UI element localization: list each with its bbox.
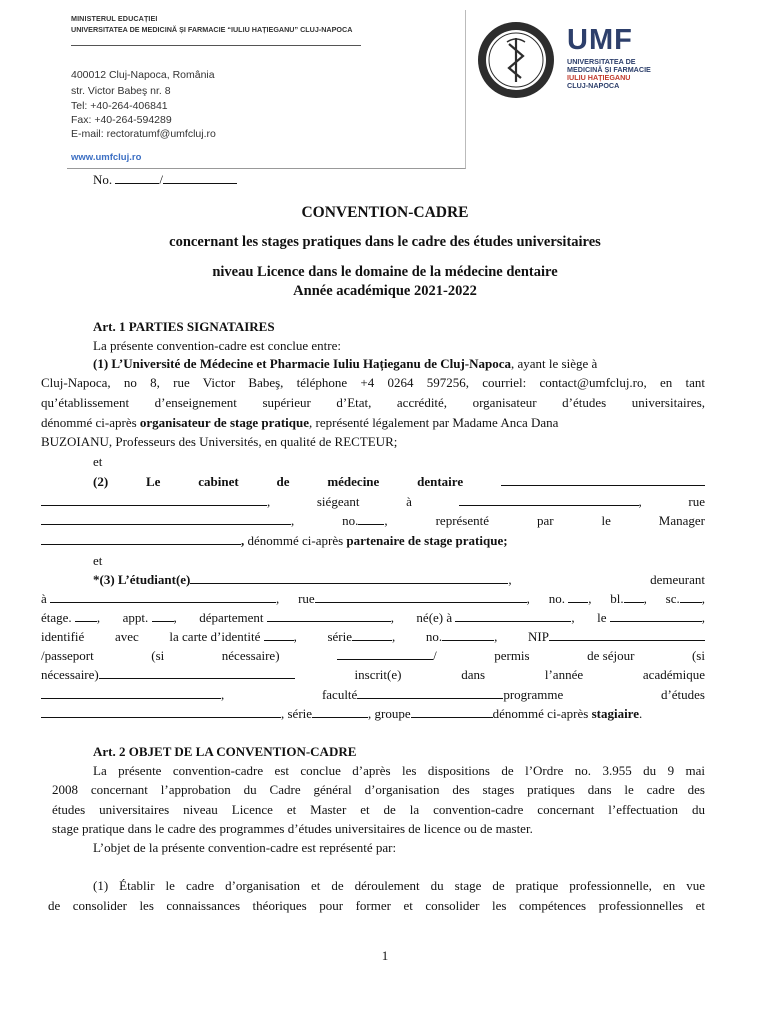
street-number-blank[interactable] (358, 513, 384, 525)
email-line: E-mail: rectoratumf@umfcluj.ro (71, 128, 216, 140)
art2-line-5: L’objet de la présente convention-cadre est représenté par: (93, 840, 397, 855)
party1-line-5: BUZOIANU, Professeurs des Universités, en qualité de RECTEUR; (41, 434, 398, 449)
bl-text: bl. (610, 591, 624, 606)
faculty-blank[interactable] (357, 687, 503, 699)
ne-text: né(e) à (416, 610, 453, 625)
university-name: UNIVERSITATEA DE MEDICINĂ ȘI FARMACIE “IULIU HAȚIEGANU” CLUJ-NAPOCA (71, 25, 353, 34)
siegeant-text: siégeant (316, 494, 360, 509)
no-text: no. (548, 591, 565, 606)
ministry-name: MINISTERUL EDUCAȚIEI (71, 14, 158, 23)
art2-item1-line-2: de consolider les connaissances théoriques pour former et consolider les compétences professionnelles et (48, 898, 705, 913)
serie-text: série (287, 706, 313, 721)
logo-subtitle-2: MEDICINĂ ȘI FARMACIE (567, 65, 651, 74)
party1-line-2: Cluj-Napoca, no 8, rue Victor Babeş, téléphone +4 0264 597256, courriel: contact@umfcluj.ro, en tant (41, 375, 705, 390)
party3-line-5: /passeport (si nécessaire) / permis de séjour (si (41, 648, 705, 663)
departement-text: département (199, 610, 264, 625)
stagiaire-label: stagiaire (591, 706, 639, 721)
annee-text: l’année (544, 667, 584, 682)
document-number: No. / (93, 172, 237, 187)
party2-denomme: dénommé ci-après (247, 533, 344, 548)
id-card-blank[interactable] (264, 629, 294, 641)
party3-line-4: identifié avec la carte d’identité , série , no. , NIP (41, 629, 705, 644)
party1-line-3: qu’établissement d’enseignement supérieur d’Etat, accrédité, organisateur d’études universitaires, (41, 395, 705, 410)
logo-subtitle-1: UNIVERSITATEA DE (567, 57, 636, 66)
art1-heading: Art. 1 PARTIES SIGNATAIRES (93, 319, 275, 334)
party2-number: (2) (93, 474, 109, 489)
residence-permit-blank[interactable] (99, 667, 295, 679)
group-blank[interactable] (411, 706, 493, 718)
represente-text: représenté (435, 513, 490, 528)
si-text: (si (151, 648, 165, 663)
par-text: par (536, 513, 554, 528)
art2-line-3: études universitaires niveau Licence et Master et de la convention-cadre concernant l’effectuation du (52, 802, 705, 817)
party1-line-4 (41, 415, 705, 430)
a-text: à (41, 591, 47, 606)
party1-name: (1) L’Université de Médecine et Pharmacie Iuliu Hațieganu de Cluj-Napoca (93, 356, 511, 371)
academic-year-blank[interactable] (41, 687, 221, 699)
party2-word: dentaire (417, 474, 464, 489)
block-blank[interactable] (624, 591, 644, 603)
party2-word: Le (145, 474, 161, 489)
party1-denomme: dénommé ci-après (41, 415, 137, 430)
document-subtitle-3: Année académique 2021-2022 (293, 283, 477, 299)
logo-subtitle-3: IULIU HAȚIEGANU (567, 73, 631, 82)
appt-text: appt. (122, 610, 149, 625)
party3-denomme: dénommé ci-après (492, 706, 589, 721)
party2-word: cabinet (198, 474, 239, 489)
website-link[interactable]: www.umfcluj.ro (71, 152, 142, 163)
academique-text: académique (642, 667, 705, 682)
party2-line-4: , dénommé ci-après partenaire de stage pratique; (41, 533, 508, 548)
document-title: CONVENTION-CADRE (301, 204, 469, 221)
birthplace-blank[interactable] (455, 610, 571, 622)
logo-subtitle-4: CLUJ-NAPOCA (567, 81, 620, 90)
party3-line-6 (41, 667, 705, 682)
address-line-2: str. Victor Babeş nr. 8 (71, 85, 171, 97)
party3-line-8: , série , groupe dénommé ci-après stagiaire. (41, 706, 642, 721)
etage-text: étage. (41, 610, 72, 625)
necessaire-text: nécessaire) (41, 667, 99, 682)
demeurant-text: demeurant (650, 572, 705, 587)
art2-heading: Art. 2 OBJET DE LA CONVENTION-CADRE (93, 744, 357, 759)
a-text: à (406, 494, 412, 509)
organizer-label: organisateur de stage pratique (139, 415, 310, 430)
party1-seat-text: , ayant le siège à (511, 356, 598, 371)
party2-line-2: , siégeant à , rue (41, 494, 705, 509)
passport-blank[interactable] (337, 648, 433, 660)
party1-represented: , représenté légalement par Madame Anca Dana (309, 415, 559, 430)
party2-word: médecine (327, 474, 380, 489)
serie-text: série (327, 629, 353, 644)
party1-line-1 (93, 356, 705, 371)
document-subtitle-1: concernant les stages pratiques dans le cadre des études universitaires (169, 234, 601, 250)
passport-text: /passeport (41, 648, 94, 663)
number-label: No. (93, 172, 113, 187)
party2-line-3: , no. , représenté par le Manager (41, 513, 705, 528)
programme-text: programme (503, 687, 564, 702)
floor-blank[interactable] (75, 610, 97, 622)
student-name-blank[interactable] (190, 572, 508, 584)
header-divider (71, 45, 361, 46)
le-text: le (601, 513, 611, 528)
le-text: le (597, 610, 607, 625)
party3-line-1: *(3) L’étudiant(e) , demeurant (93, 572, 705, 587)
staircase-blank[interactable] (680, 591, 702, 603)
address-line-1: 400012 Cluj-Napoca, România (71, 69, 215, 81)
art1-intro: La présente convention-cadre est conclue entre: (93, 338, 341, 353)
street-blank[interactable] (41, 513, 291, 525)
si-text: (si (691, 648, 705, 663)
document-subtitle-2: niveau Licence dans le domaine de la médecine dentaire (212, 264, 558, 280)
party3-line-7: , faculté programme d’études (41, 687, 705, 702)
permis-text: permis (494, 648, 530, 663)
university-seal-icon (476, 20, 556, 100)
page-number: 1 (381, 948, 389, 963)
no-text: no. (425, 629, 443, 644)
id-card-text: la carte d’identité (169, 629, 261, 644)
birthdate-blank[interactable] (610, 610, 702, 622)
nip-blank[interactable] (549, 629, 705, 641)
rue-text: rue (688, 494, 705, 509)
party3-line-2: à , rue , no. , bl. , sc. , (41, 591, 705, 606)
student-street-blank[interactable] (315, 591, 527, 603)
et-1: et (93, 454, 103, 469)
department-blank[interactable] (267, 610, 391, 622)
series-blank[interactable] (312, 706, 368, 718)
art2-line-1: La présente convention-cadre est conclue d’après les dispositions de l’Ordre no. 3.955 du 9 mai (93, 763, 705, 778)
apartment-blank[interactable] (152, 610, 174, 622)
umf-logo-text: UMF (567, 24, 633, 56)
cabinet-name-blank[interactable] (501, 474, 705, 486)
party2-word: de (276, 474, 290, 489)
student-city-blank[interactable] (50, 591, 276, 603)
groupe-text: groupe (374, 706, 411, 721)
manager-name-blank[interactable] (41, 533, 241, 545)
inscrit-text: inscrit(e) (354, 667, 402, 682)
fax-line: Fax: +40-264-594289 (71, 114, 172, 126)
art2-line-2: 2008 concernant l’approbation du Cadre général d’organisation des stages pratiques dans le cadre des (52, 782, 705, 797)
id-series-blank[interactable] (352, 629, 392, 641)
partner-label: partenaire de stage pratique; (346, 533, 508, 548)
rue-text: rue (298, 591, 315, 606)
party2-line-1 (93, 474, 705, 489)
art2-item1-line-1: (1) Établir le cadre d’organisation et de déroulement du stage de pratique professionnelle, en vue (93, 878, 705, 893)
faculte-text: faculté (321, 687, 358, 702)
sc-text: sc. (665, 591, 680, 606)
cabinet-address-blank[interactable] (41, 494, 267, 506)
et-2: et (93, 553, 103, 568)
party3-line-3: étage. , appt. , département , né(e) à , le , (41, 610, 705, 625)
student-label: *(3) L’étudiant(e) (93, 572, 191, 587)
sejour-text: de séjour (587, 648, 635, 663)
avec-text: avec (114, 629, 139, 644)
id-number-blank[interactable] (442, 629, 494, 641)
necessaire-text: nécessaire) (221, 648, 280, 663)
identifie-text: identifié (41, 629, 85, 644)
dans-text: dans (461, 667, 486, 682)
art2-line-4: stage pratique dans le cadre des programmes d’études universitaires de licence ou de master. (52, 821, 533, 836)
etudes-text: d’études (660, 687, 705, 702)
no-text: no. (342, 513, 359, 528)
manager-text: Manager (658, 513, 705, 528)
phone-line: Tel: +40-264-406841 (71, 100, 168, 112)
city-blank[interactable] (459, 494, 639, 506)
study-program-blank[interactable] (41, 706, 281, 718)
student-number-blank[interactable] (568, 591, 588, 603)
nip-text: NIP (528, 629, 549, 644)
